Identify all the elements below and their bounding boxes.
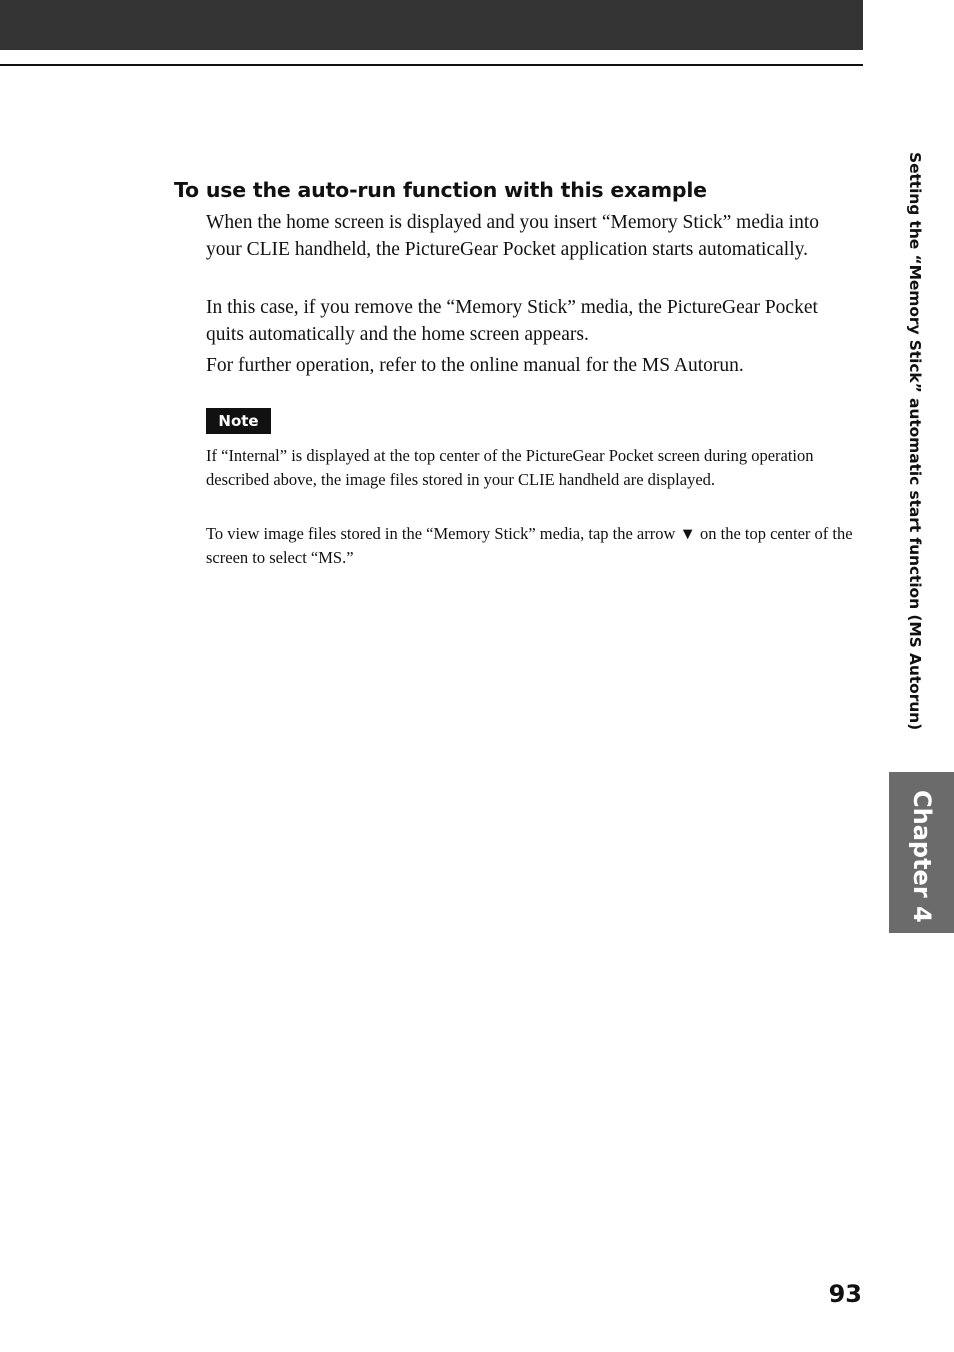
section-heading: To use the auto-run function with this example: [174, 178, 707, 202]
chapter-label: Chapter 4: [908, 790, 936, 923]
note-badge: Note: [206, 408, 271, 434]
body-paragraph-1: When the home screen is displayed and you insert “Memory Stick” media into your CLIE handheld, the PictureGear Pocket application starts automatically.: [206, 212, 820, 260]
body-paragraph-3: For further operation, refer to the online manual for the MS Autorun.: [206, 355, 744, 376]
chapter-tab: [889, 772, 954, 933]
sidebar-section-title: Setting the “Memory Stick” automatic start function (MS Autorun): [906, 152, 924, 731]
header-rule: [0, 64, 863, 66]
note-paragraph-1: If “Internal” is displayed at the top center of the PictureGear Pocket screen during operation described above, the image files stored in your CLIE handheld are displayed.: [206, 446, 814, 489]
note-paragraph-2: To view image files stored in the “Memory Stick” media, tap the arrow ▼ on the top center of the screen to select “MS.”: [206, 524, 853, 567]
page-number: 93: [828, 1280, 862, 1308]
body-paragraph-2: In this case, if you remove the “Memory Stick” media, the PictureGear Pocket quits automatically and the home screen appears.: [206, 297, 818, 345]
header-bar: [0, 0, 863, 50]
